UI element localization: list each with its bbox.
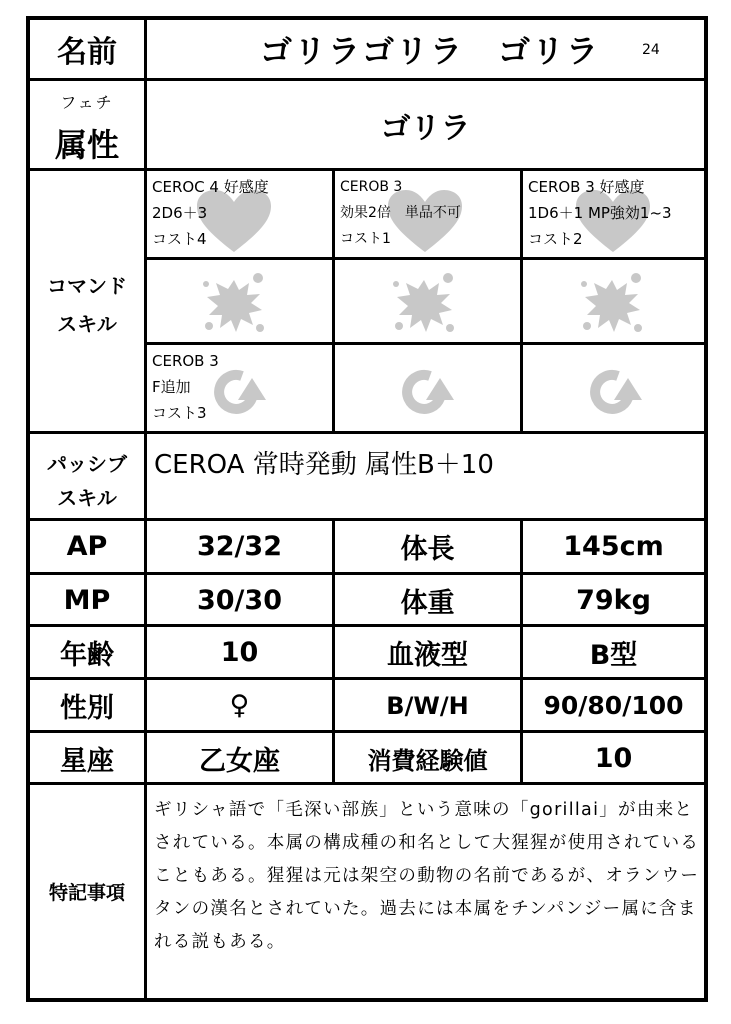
stat-value-2: 90/80/100 (543, 691, 684, 720)
attribute-value: ゴリラ (380, 110, 471, 146)
stat-value-2: 10 (594, 743, 633, 774)
stat-label-2: B/W/H (386, 691, 469, 720)
stat-label: 星座 (60, 746, 114, 777)
command-skill-4 (152, 348, 219, 426)
stat-value: 10 (220, 637, 259, 668)
skill-line: コスト3 (152, 404, 207, 422)
character-sheet (26, 16, 708, 1002)
skill-line: コスト2 (528, 230, 583, 248)
stat-label-2: 消費経験値 (367, 747, 488, 775)
skill-line: 効果2倍 単品不可 (340, 205, 461, 221)
stat-label-2: 血液型 (387, 640, 468, 671)
splat-icon (388, 268, 460, 338)
stat-label: 年齢 (60, 640, 114, 671)
name-value: ゴリラゴリラ ゴリラ (259, 32, 600, 70)
stat-label: AP (66, 531, 108, 562)
notes-label: 特記事項 (48, 882, 125, 904)
skill-line: F追加 (152, 378, 191, 396)
splat-icon (576, 268, 648, 338)
passive-skill-value: CEROA 常時発動 属性B＋10 (154, 450, 494, 480)
command-skill-1 (152, 174, 269, 252)
stat-value-2: B型 (589, 640, 638, 671)
skill-line: CEROB 3 (340, 179, 403, 195)
rotate-arrow-icon (394, 362, 456, 420)
skill-line: 2D6＋3 (152, 204, 208, 222)
page-number: 24 (642, 42, 660, 58)
name-label: 名前 (57, 35, 117, 70)
stat-value-2: 145cm (563, 531, 664, 562)
splat-icon (198, 268, 270, 338)
stat-value: 30/30 (196, 585, 282, 616)
stat-value-2: 79kg (576, 585, 651, 616)
skill-line: CEROC 4 好感度 (152, 178, 269, 196)
stat-value: 32/32 (196, 531, 282, 562)
stat-label: 性別 (60, 693, 114, 724)
notes-text: ギリシャ語で「毛深い部族」という意味の「gorillai」が由来とされている。本属の構成種の和名として大猩猩が使用されていることもある。猩猩は元は架空の動物の名前であるが、オランウータンの漢名とされていた。過去には本属をチンパンジー属に含まれる説もある。 (154, 800, 700, 952)
rotate-arrow-icon (582, 362, 644, 420)
stat-label: MP (63, 585, 111, 616)
command-skill-label-2: スキル (57, 312, 117, 336)
command-skill-label-1: コマンド (47, 274, 127, 298)
attribute-label-top: フェチ (60, 93, 114, 112)
command-skill-3 (528, 174, 672, 252)
row-divider (147, 342, 704, 345)
row-divider (30, 431, 704, 434)
stat-value: ♀ (229, 690, 250, 721)
skill-line: CEROB 3 (152, 352, 219, 370)
column-divider (332, 168, 335, 434)
passive-skill-label-2: スキル (57, 486, 117, 510)
attribute-label: 属性 (54, 126, 119, 164)
stat-label-2: 体重 (400, 588, 455, 619)
skill-line: コスト4 (152, 230, 207, 248)
column-divider (520, 168, 523, 434)
command-skill-2 (340, 174, 461, 252)
skill-line: CEROB 3 好感度 (528, 178, 645, 196)
stat-label-2: 体長 (400, 534, 455, 565)
skill-line: 1D6＋1 MP強効1~3 (528, 204, 672, 222)
row-divider (147, 257, 704, 260)
stat-value: 乙女座 (199, 746, 280, 777)
passive-skill-label-1: パッシブ (47, 452, 127, 476)
skill-line: コスト1 (340, 231, 391, 247)
row-divider (30, 168, 704, 171)
